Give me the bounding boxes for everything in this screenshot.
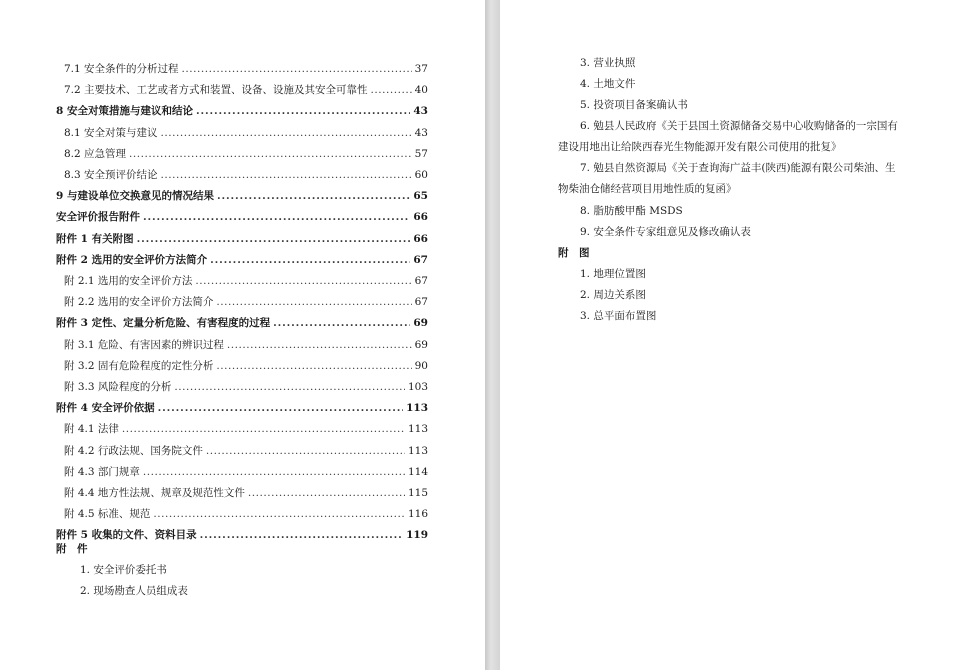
toc-entry-page: 114: [407, 465, 428, 478]
toc-leader-dots: [122, 422, 405, 436]
toc-leader-dots: [273, 316, 410, 330]
toc-entry[interactable]: [64, 374, 428, 394]
toc-entry[interactable]: [64, 416, 428, 436]
toc-entry[interactable]: [64, 120, 428, 140]
toc-entry-page: 119: [406, 529, 428, 542]
toc-leader-dots: [143, 465, 405, 479]
toc-entry[interactable]: [64, 459, 428, 479]
toc-entry-title: 附 4.5 标准、规范: [64, 508, 151, 521]
toc-entry-title: 8.3 安全预评价结论: [64, 169, 158, 181]
toc-leader-dots: [182, 62, 412, 76]
toc-leader-dots: [371, 83, 412, 97]
toc-entry-title: 9 与建设单位交换意见的情况结果: [56, 190, 214, 203]
toc-entry-title: 附 3.1 危险、有害因素的辨识过程: [64, 338, 224, 351]
toc-leader-dots: [174, 380, 405, 394]
toc-entry[interactable]: [64, 480, 428, 500]
toc-entry[interactable]: [64, 141, 428, 161]
toc-entry[interactable]: [56, 226, 428, 246]
toc-entry-title: 7.2 主要技术、工艺或者方式和装置、设备、设施及其安全可靠性: [64, 84, 368, 97]
toc-entry[interactable]: [64, 77, 428, 97]
attachment-item: 2. 现场勘查人员组成表: [80, 585, 188, 597]
toc-leader-dots: [129, 147, 412, 161]
toc-entry-page: 113: [407, 444, 428, 457]
toc-entry-title: 附 2.2 选用的安全评价方法简介: [64, 296, 214, 309]
toc-leader-dots: [161, 126, 412, 140]
toc-leader-dots: [210, 253, 410, 267]
toc-leader-dots: [153, 507, 405, 521]
toc-entry-page: 69: [413, 317, 428, 330]
toc-leader-dots: [216, 295, 411, 309]
toc-entry-page: 67: [414, 296, 428, 309]
toc-leader-dots: [200, 528, 403, 542]
attachment-item: 4. 土地文件: [580, 78, 636, 90]
toc-entry-title: 附件 4 安全评价依据: [56, 402, 155, 415]
toc-entry[interactable]: [56, 522, 428, 542]
attachments-heading: 附 件: [56, 543, 88, 555]
toc-entry-title: 附 4.2 行政法规、国务院文件: [64, 444, 203, 457]
toc-leader-dots: [158, 401, 403, 415]
toc-entry-page: 67: [414, 275, 428, 287]
figure-item: 2. 周边关系图: [580, 289, 646, 301]
toc-entry-page: 116: [407, 508, 428, 521]
attachment-item: 3. 营业执照: [580, 57, 636, 69]
toc-entry-title: 附件 3 定性、定量分析危险、有害程度的过程: [56, 317, 271, 330]
toc-entry[interactable]: [64, 268, 428, 288]
toc-entry-title: 附 4.4 地方性法规、规章及规范性文件: [64, 487, 245, 499]
attachment-item-line: 物柴油仓储经营项目用地性质的复函》: [558, 183, 737, 195]
toc-entry-title: 8.1 安全对策与建议: [64, 126, 158, 139]
document-page-right: [500, 0, 980, 670]
toc-leader-dots: [206, 444, 405, 458]
toc-entry-title: 附件 1 有关附图: [56, 232, 134, 245]
toc-entry[interactable]: [56, 98, 428, 118]
toc-entry[interactable]: [64, 56, 428, 76]
toc-entry-title: 8.2 应急管理: [64, 147, 127, 160]
toc-entry-page: 66: [413, 232, 428, 245]
toc-entry-page: 115: [407, 487, 428, 499]
toc-leader-dots: [216, 359, 411, 373]
toc-entry-page: 90: [414, 359, 428, 372]
toc-leader-dots: [161, 168, 412, 182]
toc-entry-page: 113: [407, 423, 428, 436]
attachment-item: 9. 安全条件专家组意见及修改确认表: [580, 226, 751, 238]
toc-entry-page: 37: [414, 63, 428, 75]
toc-entry[interactable]: [56, 310, 428, 330]
figure-item: 3. 总平面布置图: [580, 310, 657, 322]
toc-entry-page: 67: [413, 253, 428, 266]
toc-leader-dots: [217, 189, 410, 203]
toc-entry-page: 66: [413, 211, 428, 224]
toc-entry-page: 113: [406, 402, 428, 415]
toc-entry-title: 附 4.1 法律: [64, 423, 119, 436]
attachment-item-line: 建设用地出让给陕西春光生物能源开发有限公司使用的批复》: [558, 141, 842, 153]
toc-entry-title: 附 2.1 选用的安全评价方法: [64, 275, 193, 287]
page-gutter: [485, 0, 500, 670]
toc-entry-page: 43: [413, 105, 428, 118]
toc-entry-page: 103: [407, 381, 428, 393]
toc-entry[interactable]: [56, 247, 428, 267]
toc-leader-dots: [137, 232, 411, 246]
toc-leader-dots: [196, 104, 410, 118]
toc-entry[interactable]: [64, 353, 428, 373]
toc-entry[interactable]: [56, 204, 428, 224]
toc-entry-title: 附件 2 选用的安全评价方法简介: [56, 253, 208, 266]
attachment-item-line: 6. 勉县人民政府《关于县国土资源储备交易中心收购储备的一宗国有: [580, 120, 898, 132]
toc-entry[interactable]: [64, 501, 428, 521]
attachment-item: 8. 脂肪酸甲酯 MSDS: [580, 205, 683, 217]
toc-entry-title: 附件 5 收集的文件、资料目录: [56, 529, 197, 542]
toc-entry[interactable]: [64, 162, 428, 182]
toc-entry-page: 57: [414, 147, 428, 160]
attachment-item-line: 7. 勉县自然资源局《关于查询海广益丰(陕西)能源有限公司柴油、生: [580, 162, 896, 174]
toc-entry-title: 7.1 安全条件的分析过程: [64, 63, 179, 75]
toc-leader-dots: [227, 338, 412, 352]
toc-entry[interactable]: [56, 183, 428, 203]
attachment-item: 5. 投资项目备案确认书: [580, 99, 688, 111]
figure-item: 1. 地理位置图: [580, 268, 646, 280]
toc-entry-page: 40: [414, 84, 428, 97]
toc-entry[interactable]: [64, 332, 428, 352]
toc-entry-page: 69: [414, 338, 428, 351]
toc-entry[interactable]: [64, 438, 428, 458]
toc-entry[interactable]: [64, 289, 428, 309]
document-page-left: [0, 0, 485, 670]
toc-leader-dots: [143, 210, 410, 224]
toc-entry[interactable]: [56, 395, 428, 415]
toc-entry-title: 8 安全对策措施与建议和结论: [56, 105, 193, 118]
toc-entry-page: 65: [413, 190, 428, 203]
toc-entry-title: 附 4.3 部门规章: [64, 465, 140, 478]
toc-entry-title: 安全评价报告附件: [56, 211, 140, 224]
toc-entry-page: 60: [414, 169, 428, 181]
toc-entry-title: 附 3.3 风险程度的分析: [64, 381, 172, 393]
toc-entry-title: 附 3.2 固有危险程度的定性分析: [64, 359, 214, 372]
figures-heading: 附 图: [558, 247, 590, 259]
toc-entry-page: 43: [414, 126, 428, 139]
toc-leader-dots: [248, 486, 405, 500]
attachment-item: 1. 安全评价委托书: [80, 564, 167, 576]
toc-leader-dots: [195, 274, 411, 288]
